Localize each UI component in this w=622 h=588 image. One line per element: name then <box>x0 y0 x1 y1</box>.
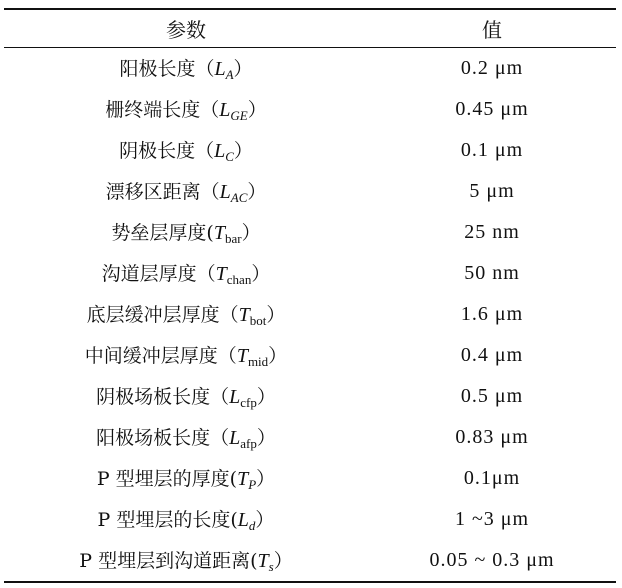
param-symbol: L <box>229 386 241 408</box>
param-subscript: d <box>248 518 256 533</box>
param-name: 漂移区距离（ <box>105 181 220 203</box>
param-value: 0.1 μm <box>460 139 524 161</box>
param-name: 势垒层厚度( <box>111 222 214 244</box>
param-cell <box>4 253 368 294</box>
header-param: 参数 <box>4 9 368 48</box>
param-subscript: afp <box>240 436 257 451</box>
header-value: 值 <box>368 9 616 48</box>
param-symbol: T <box>213 222 225 244</box>
table-row <box>4 89 616 130</box>
parameter-table <box>4 8 616 583</box>
param-close-paren: ） <box>268 345 288 367</box>
param-name: P 型埋层的厚度( <box>96 468 238 490</box>
value-cell <box>368 253 616 294</box>
value-cell <box>368 294 616 335</box>
param-subscript: bot <box>249 313 267 328</box>
table-row <box>4 130 616 171</box>
table-row <box>4 540 616 582</box>
param-cell <box>4 89 368 130</box>
value-cell <box>368 130 616 171</box>
param-value: 5 μm <box>469 180 515 202</box>
param-value: 50 nm <box>464 262 520 284</box>
table-row <box>4 458 616 499</box>
param-name: 中间缓冲层厚度（ <box>84 345 237 367</box>
param-close-paren: ） <box>256 427 276 449</box>
table-header-row <box>4 9 616 48</box>
value-cell <box>368 376 616 417</box>
param-cell <box>4 376 368 417</box>
param-name: 阳极长度（ <box>119 58 215 80</box>
table-body <box>4 48 616 583</box>
table-row <box>4 253 616 294</box>
parameter-table-container <box>4 8 616 583</box>
value-cell <box>368 212 616 253</box>
param-name: 阴极场板长度（ <box>96 386 230 408</box>
param-value: 25 nm <box>464 221 520 243</box>
param-close-paren: ） <box>255 509 275 531</box>
param-symbol: T <box>236 345 248 367</box>
param-cell <box>4 335 368 376</box>
param-value: 0.05 ~ 0.3 μm <box>429 549 555 571</box>
param-name: 沟道层厚度（ <box>101 263 216 285</box>
value-cell <box>368 417 616 458</box>
param-value: 0.2 μm <box>460 57 524 79</box>
param-subscript: GE <box>230 108 248 123</box>
param-symbol: T <box>237 468 249 490</box>
param-value: 0.1μm <box>463 467 521 489</box>
value-cell <box>368 458 616 499</box>
param-symbol: L <box>219 99 231 121</box>
param-subscript: chan <box>226 272 252 287</box>
param-symbol: L <box>237 509 249 531</box>
table-row <box>4 335 616 376</box>
table-row <box>4 48 616 90</box>
param-value: 0.83 μm <box>455 426 529 448</box>
param-symbol: L <box>229 427 241 449</box>
value-cell <box>368 48 616 90</box>
param-close-paren: ） <box>233 140 253 162</box>
param-subscript: s <box>268 559 274 574</box>
param-name: 底层缓冲层厚度（ <box>86 304 239 326</box>
param-symbol: T <box>215 263 227 285</box>
table-row <box>4 499 616 540</box>
param-close-paren: ） <box>247 181 267 203</box>
param-subscript: AC <box>230 190 248 205</box>
param-symbol: L <box>214 140 226 162</box>
table-row <box>4 171 616 212</box>
param-symbol: T <box>257 550 269 572</box>
table-row <box>4 212 616 253</box>
param-cell <box>4 540 368 582</box>
param-name: P 型埋层到沟道距离( <box>79 550 258 572</box>
param-close-paren: ） <box>233 58 253 80</box>
param-subscript: bar <box>224 231 242 246</box>
param-cell <box>4 130 368 171</box>
value-cell <box>368 335 616 376</box>
param-close-paren: ） <box>256 468 276 490</box>
table-row <box>4 376 616 417</box>
param-cell <box>4 417 368 458</box>
param-cell <box>4 212 368 253</box>
param-cell <box>4 499 368 540</box>
param-cell <box>4 171 368 212</box>
param-cell <box>4 48 368 90</box>
value-cell <box>368 89 616 130</box>
param-value: 1 ~3 μm <box>454 508 530 530</box>
param-name: 阴极长度（ <box>119 140 215 162</box>
param-value: 0.45 μm <box>455 98 529 120</box>
param-value: 1.6 μm <box>460 303 524 325</box>
param-name: P 型埋层的长度( <box>97 509 238 531</box>
param-value: 0.5 μm <box>460 385 524 407</box>
param-close-paren: ） <box>256 386 276 408</box>
param-symbol: T <box>238 304 250 326</box>
param-close-paren: ） <box>241 222 261 244</box>
param-subscript: C <box>225 149 234 164</box>
table-row <box>4 294 616 335</box>
param-value: 0.4 μm <box>460 344 524 366</box>
value-cell <box>368 499 616 540</box>
param-subscript: mid <box>247 354 269 369</box>
param-symbol: L <box>214 58 226 80</box>
value-cell <box>368 540 616 582</box>
table-row <box>4 417 616 458</box>
param-name: 阳极场板长度（ <box>96 427 230 449</box>
param-cell <box>4 294 368 335</box>
param-close-paren: ） <box>247 99 267 121</box>
param-close-paren: ） <box>266 304 286 326</box>
value-cell <box>368 171 616 212</box>
param-close-paren: ） <box>273 550 293 572</box>
param-subscript: P <box>248 477 257 492</box>
param-cell <box>4 458 368 499</box>
param-subscript: A <box>225 67 234 82</box>
param-subscript: cfp <box>240 395 257 410</box>
param-close-paren: ） <box>251 263 271 285</box>
param-symbol: L <box>219 181 231 203</box>
param-name: 栅终端长度（ <box>105 99 220 121</box>
